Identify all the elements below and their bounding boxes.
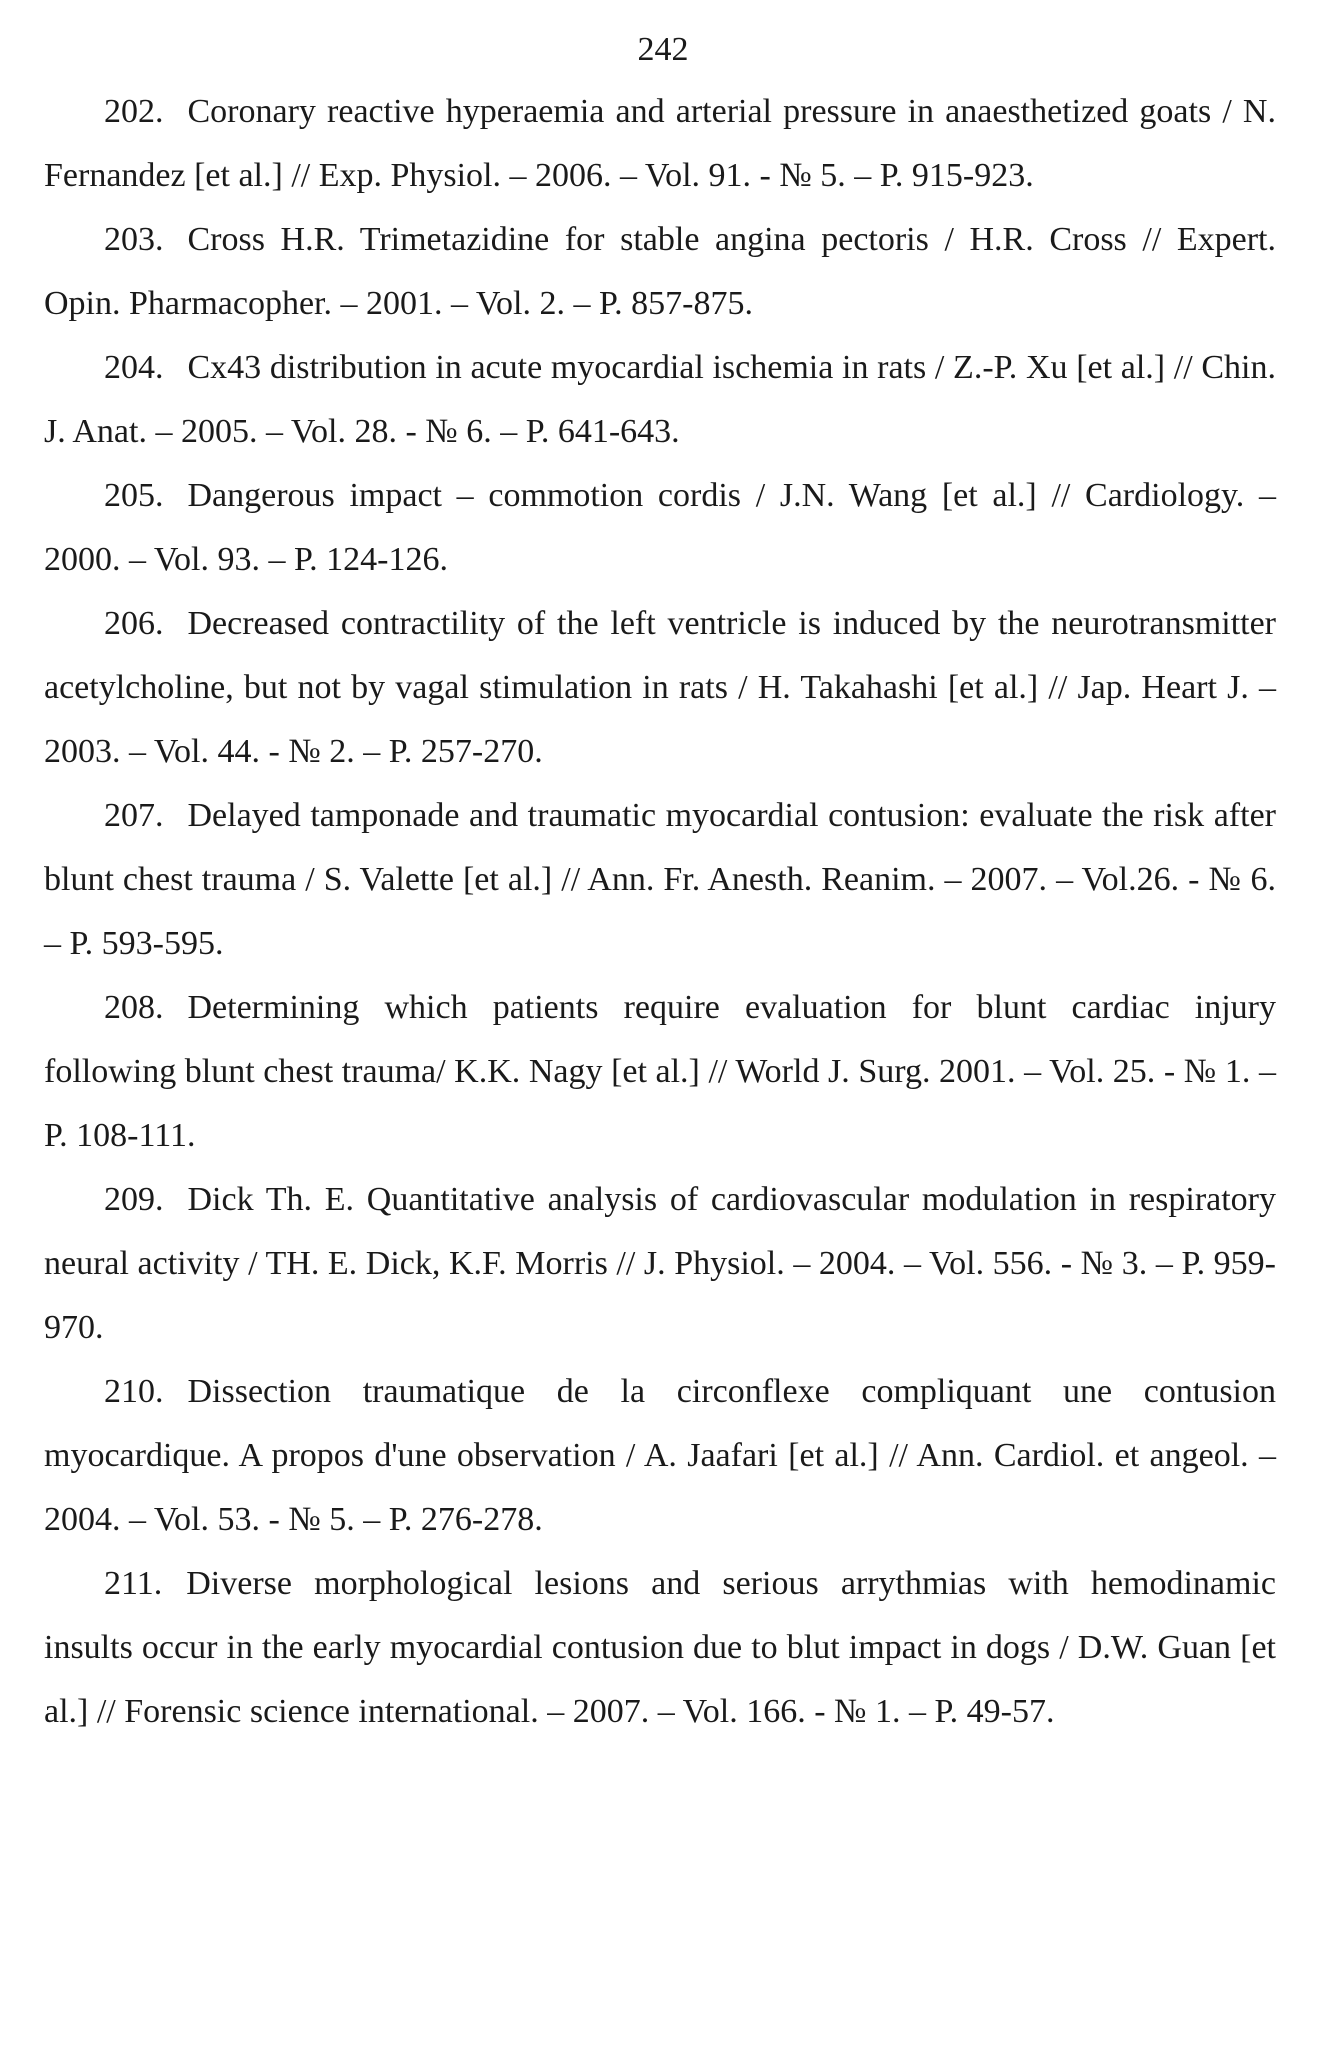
reference-text: Delayed tamponade and traumatic myocardial contusion: evaluate the risk after blunt chest trauma / S. Valette [et al.] // Ann. Fr. Anesth. Reanim. – 2007. – Vol.26. - № 6. – P. 593-595. <box>44 797 1276 962</box>
reference-item <box>44 1168 1276 1360</box>
reference-text: Dangerous impact – commotion cordis / J.N. Wang [et al.] // Cardiology. – 2000. – Vol. 93. – P. 124-126. <box>44 477 1276 578</box>
reference-text: Decreased contractility of the left ventricle is induced by the neurotransmitter acetylcholine, but not by vagal stimulation in rats / H. Takahashi [et al.] // Jap. Heart J. – 2003. – Vol. 44. - № 2. – P. 257-270. <box>44 605 1276 770</box>
reference-number: 210. <box>104 1373 164 1410</box>
reference-number: 203. <box>104 221 164 258</box>
reference-number: 207. <box>104 797 164 834</box>
reference-item <box>44 1360 1276 1552</box>
page-number: 242 <box>637 31 689 68</box>
reference-text: Dissection traumatique de la circonflexe compliquant une contusion myocardique. A propos d'une observation / A. Jaafari [et al.] // Ann. Cardiol. et angeol. – 2004. – Vol. 53. - № 5. – P. 276-278. <box>44 1373 1276 1538</box>
reference-text: Cross H.R. Trimetazidine for stable angina pectoris / H.R. Cross // Expert. Opin. Pharmacopher. – 2001. – Vol. 2. – P. 857-875. <box>44 221 1276 322</box>
reference-item <box>44 784 1276 976</box>
reference-item <box>44 336 1276 464</box>
reference-item <box>44 592 1276 784</box>
reference-list <box>44 80 1276 1744</box>
reference-item <box>44 464 1276 592</box>
reference-text: Coronary reactive hyperaemia and arterial pressure in anaesthetized goats / N. Fernandez [et al.] // Exp. Physiol. – 2006. – Vol. 91. - № 5. – P. 915-923. <box>44 93 1276 194</box>
reference-item <box>44 208 1276 336</box>
reference-number: 211. <box>104 1565 163 1602</box>
reference-item <box>44 80 1276 208</box>
reference-number: 205. <box>104 477 164 514</box>
reference-text: Dick Th. E. Quantitative analysis of cardiovascular modulation in respiratory neural activity / TH. E. Dick, K.F. Morris // J. Physiol. – 2004. – Vol. 556. - № 3. – P. 959-970. <box>44 1181 1276 1346</box>
reference-text: Diverse morphological lesions and serious arrythmias with hemodinamic insults occur in the early myocardial contusion due to blut impact in dogs / D.W. Guan [et al.] // Forensic science international. – 2007. – Vol. 166. - № 1. – P. 49-57. <box>44 1565 1276 1730</box>
reference-text: Determining which patients require evaluation for blunt cardiac injury following blunt chest trauma/ K.K. Nagy [et al.] // World J. Surg. 2001. – Vol. 25. - № 1. – P. 108-111. <box>44 989 1276 1154</box>
reference-number: 209. <box>104 1181 164 1218</box>
reference-number: 202. <box>104 93 164 130</box>
reference-number: 208. <box>104 989 164 1026</box>
reference-text: Cx43 distribution in acute myocardial ischemia in rats / Z.-P. Xu [et al.] // Chin. J. Anat. – 2005. – Vol. 28. - № 6. – P. 641-643. <box>44 349 1276 450</box>
reference-number: 206. <box>104 605 164 642</box>
reference-item <box>44 1552 1276 1744</box>
reference-number: 204. <box>104 349 164 386</box>
reference-item <box>44 976 1276 1168</box>
